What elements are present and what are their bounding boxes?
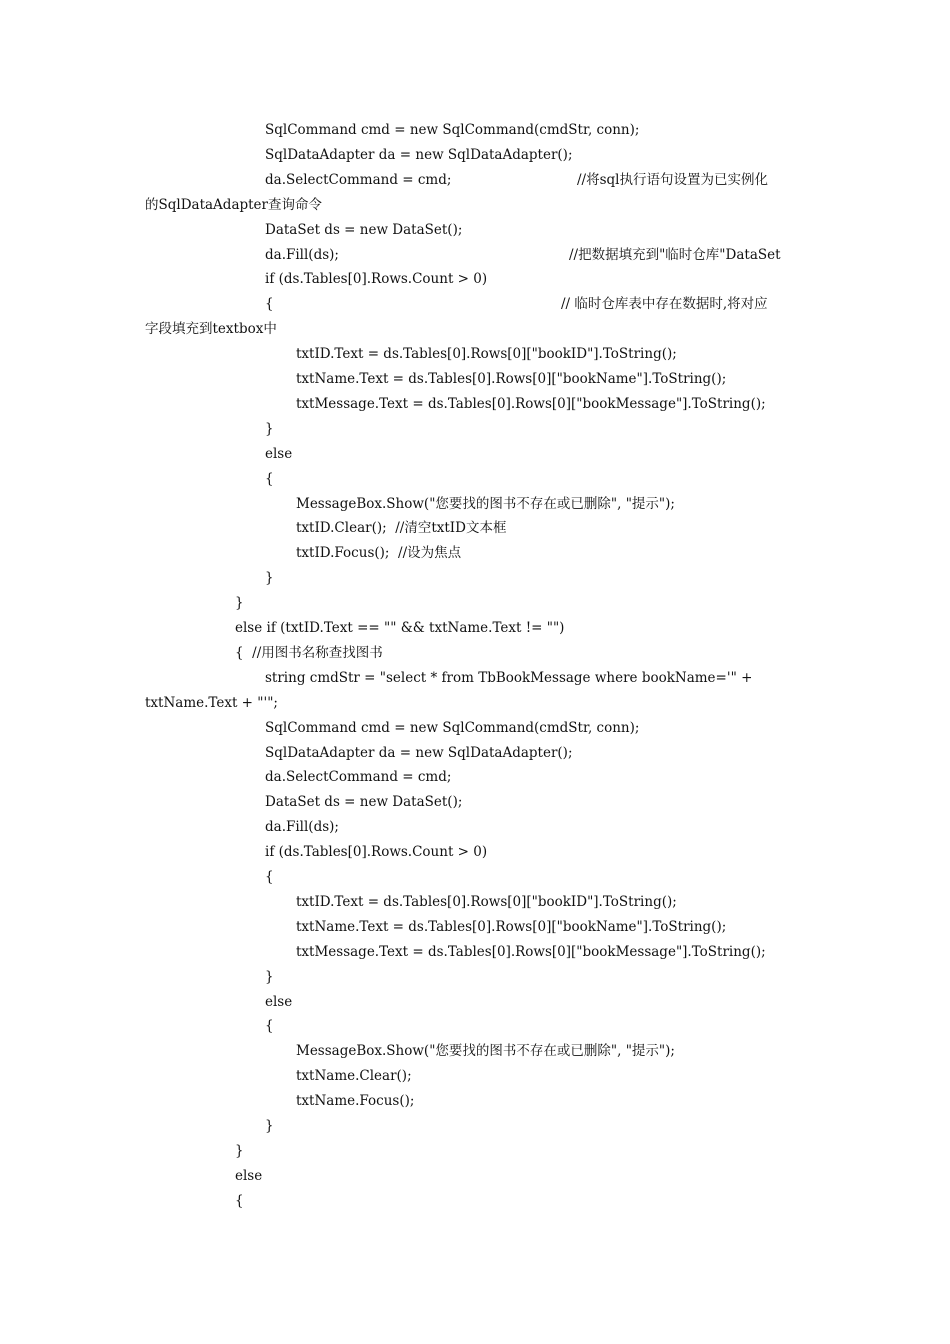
code-line — [265, 815, 339, 840]
code-text: else — [265, 445, 293, 462]
code-text: { — [235, 1192, 244, 1209]
code-text: txtName.Text + "'"; — [145, 694, 278, 711]
code-line — [265, 741, 573, 766]
code-line — [265, 865, 274, 890]
code-text: else — [265, 993, 293, 1010]
code-text: string cmdStr = "select * from TbBookMessage where bookName='" + — [265, 669, 753, 686]
code-line — [265, 1114, 274, 1139]
code-comment: //把数据填充到"临时仓库"DataSet — [569, 246, 781, 263]
code-text: txtName.Text = ds.Tables[0].Rows[0]["bookName"].ToString(); — [296, 918, 727, 935]
code-line — [145, 317, 277, 342]
code-text: { //用图书名称查找图书 — [235, 644, 383, 661]
code-line — [296, 492, 675, 517]
code-line — [235, 616, 564, 641]
code-text: } — [265, 570, 274, 587]
code-line — [296, 890, 677, 915]
code-text: SqlDataAdapter da = new SqlDataAdapter(); — [265, 744, 573, 761]
code-line — [235, 1189, 244, 1214]
code-line — [265, 218, 462, 243]
code-text: MessageBox.Show("您要找的图书不存在或已删除", "提示"); — [296, 1043, 675, 1060]
code-comment: //将sql执行语句设置为已实例化 — [577, 171, 768, 188]
code-line — [145, 193, 322, 218]
code-text: } — [235, 1142, 244, 1159]
code-text: txtID.Text = ds.Tables[0].Rows[0]["bookID"].ToString(); — [296, 893, 677, 910]
code-text: DataSet ds = new DataSet(); — [265, 221, 463, 238]
code-text: da.Fill(ds); — [265, 819, 339, 836]
code-text: txtName.Text = ds.Tables[0].Rows[0]["bookName"].ToString(); — [296, 371, 727, 387]
code-text: if (ds.Tables[0].Rows.Count > 0) — [265, 271, 488, 288]
code-text: DataSet ds = new DataSet(); — [265, 794, 463, 811]
code-text: { — [265, 869, 274, 885]
code-line — [296, 516, 506, 541]
code-line — [235, 591, 244, 616]
code-line — [296, 392, 766, 417]
code-text: } — [235, 595, 244, 612]
code-line — [296, 342, 677, 367]
code-text: da.SelectCommand = cmd; — [265, 171, 452, 188]
code-text: txtID.Text = ds.Tables[0].Rows[0]["bookID"].ToString(); — [296, 346, 677, 363]
code-line — [296, 1089, 414, 1114]
code-line — [265, 666, 752, 691]
code-line — [296, 1064, 412, 1089]
code-text: } — [265, 420, 274, 437]
code-line — [145, 691, 278, 716]
code-text: 的SqlDataAdapter查询命令 — [145, 196, 323, 213]
code-line — [265, 1014, 274, 1039]
code-line — [265, 442, 292, 467]
code-text: txtName.Clear(); — [296, 1068, 412, 1085]
code-line — [265, 840, 487, 865]
code-line — [296, 367, 726, 392]
code-line — [265, 765, 451, 790]
code-text: txtID.Clear(); //清空txtID文本框 — [296, 520, 507, 537]
code-text: 字段填充到textbox中 — [145, 321, 277, 338]
code-line — [265, 243, 339, 268]
code-text: SqlDataAdapter da = new SqlDataAdapter(); — [265, 146, 573, 163]
code-line — [296, 940, 766, 965]
code-line — [265, 267, 487, 292]
code-text: if (ds.Tables[0].Rows.Count > 0) — [265, 844, 488, 861]
code-text: MessageBox.Show("您要找的图书不存在或已删除", "提示"); — [296, 495, 675, 512]
code-line — [265, 566, 274, 591]
code-text: da.Fill(ds); — [265, 246, 339, 263]
code-line — [265, 716, 639, 741]
code-line — [265, 965, 274, 990]
code-line — [265, 292, 274, 317]
code-line — [265, 790, 462, 815]
code-line — [265, 990, 292, 1015]
code-text: txtMessage.Text = ds.Tables[0].Rows[0]["bookMessage"].ToString(); — [296, 943, 766, 960]
code-text: } — [265, 968, 274, 985]
code-line — [296, 1039, 675, 1064]
code-comment: // 临时仓库表中存在数据时,将对应 — [561, 296, 768, 313]
code-line — [265, 417, 274, 442]
code-line — [235, 641, 383, 666]
code-line — [265, 168, 451, 193]
code-line — [235, 1139, 244, 1164]
code-text: txtName.Focus(); — [296, 1093, 415, 1110]
code-text: { — [265, 470, 274, 487]
code-line — [296, 541, 461, 566]
code-text: else if (txtID.Text == "" && txtName.Text != "") — [235, 620, 565, 636]
code-text: { — [265, 296, 274, 313]
code-text: SqlCommand cmd = new SqlCommand(cmdStr, conn); — [265, 719, 640, 736]
code-text: { — [265, 1018, 274, 1035]
code-text: txtMessage.Text = ds.Tables[0].Rows[0]["bookMessage"].ToString(); — [296, 395, 766, 412]
code-line — [265, 143, 573, 168]
code-text: } — [265, 1118, 274, 1134]
code-text: da.SelectCommand = cmd; — [265, 769, 452, 786]
code-text: txtID.Focus(); //设为焦点 — [296, 545, 462, 562]
code-line — [265, 467, 274, 492]
code-line — [265, 118, 639, 143]
code-line — [296, 915, 726, 940]
code-text: SqlCommand cmd = new SqlCommand(cmdStr, conn); — [265, 122, 640, 138]
code-line — [235, 1164, 262, 1189]
code-text: else — [235, 1167, 263, 1184]
